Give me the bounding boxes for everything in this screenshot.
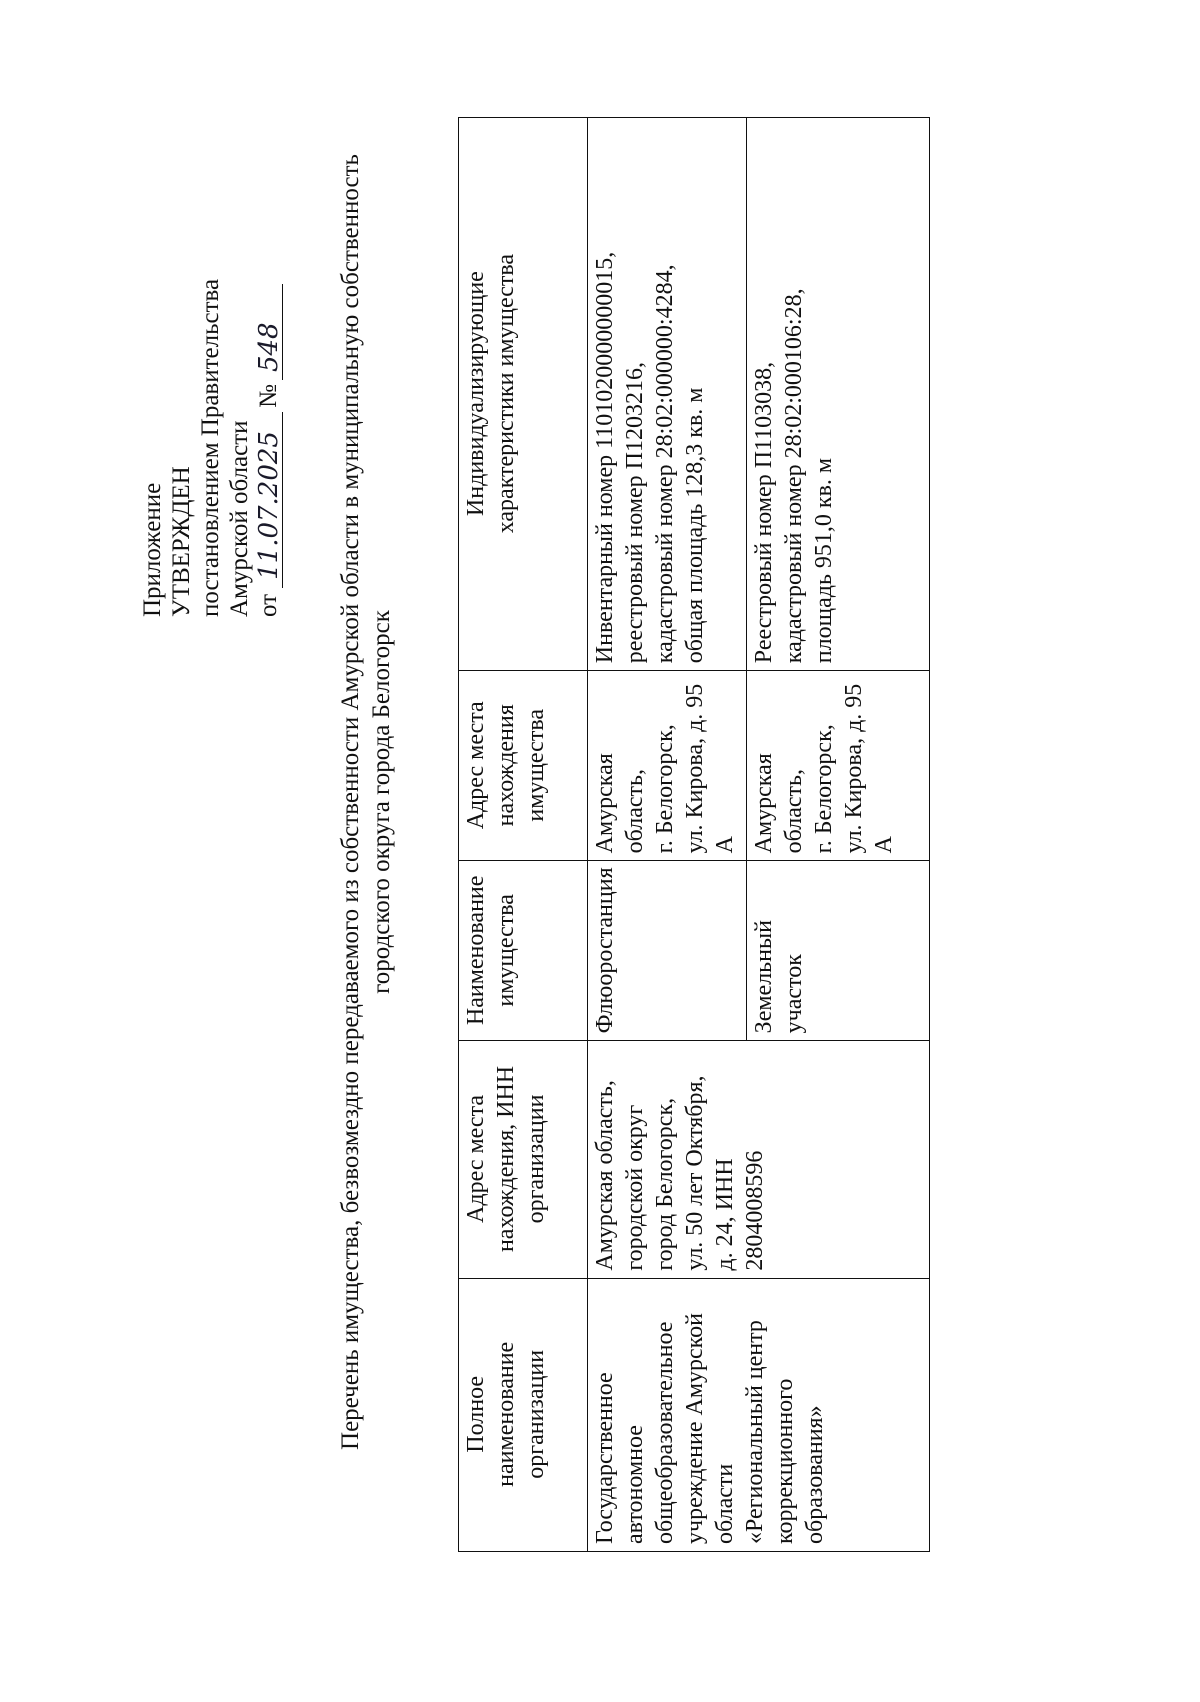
approval-approved: УТВЕРЖДЕН	[168, 466, 195, 617]
approval-appendix: Приложение	[139, 482, 166, 617]
date-prefix: от	[255, 593, 282, 617]
handwritten-number: 548	[256, 284, 283, 380]
handwritten-date: 11.07.2025	[256, 422, 283, 588]
document-title	[335, 152, 397, 1452]
approval-by-resolution: постановлением Правительства	[197, 278, 224, 617]
cell-property-name: Флюоростанция	[588, 861, 747, 1041]
table-header-row	[459, 118, 588, 1552]
header-org-name: Полное наименование организации	[459, 1278, 588, 1551]
cell-property-name: Земельный участок	[747, 861, 930, 1041]
cell-property-address: Амурская область, г. Белогорск, ул. Кирова, д. 95 А	[588, 671, 747, 861]
table-row	[588, 118, 747, 1552]
approval-date-line	[254, 279, 283, 617]
cell-characteristics: Реестровый номер П1103038, кадастровый номер 28:02:000106:28, площадь 951,0 кв. м	[747, 118, 930, 671]
cell-org-address: Амурская область, городской округ город Белогорск, ул. 50 лет Октября, д. 24, ИНН 2804008596	[588, 1041, 930, 1278]
approval-region: Амурской области	[226, 420, 253, 617]
cell-characteristics: Инвентарный номер 1101020000000015, реестровый номер П1203216, кадастровый номер 28:02:000000:4284, общая площадь 128,3 кв. м	[588, 118, 747, 671]
number-prefix: №	[255, 384, 282, 408]
approval-stamp	[138, 279, 283, 617]
header-property-address: Адрес места нахождения имущества	[459, 671, 588, 861]
header-characteristics: Индивидуализирующие характеристики имущества	[459, 118, 588, 671]
header-property-name: Наименование имущества	[459, 861, 588, 1041]
property-table	[458, 117, 930, 1552]
header-org-address: Адрес места нахождения, ИНН организации	[459, 1041, 588, 1278]
title-line-2: городского округа города Белогорск	[368, 610, 395, 994]
title-line-1: Перечень имущества, безвозмездно передаваемого из собственности Амурской области в муниципальную собственность	[337, 154, 364, 1450]
cell-property-address: Амурская область, г. Белогорск, ул. Кирова, д. 95 А	[747, 671, 930, 861]
cell-org-name: Государственное автономное общеобразовательное учреждение Амурской области «Региональный центр коррекционного образования»	[588, 1278, 930, 1551]
date-underline-gap	[280, 412, 283, 422]
